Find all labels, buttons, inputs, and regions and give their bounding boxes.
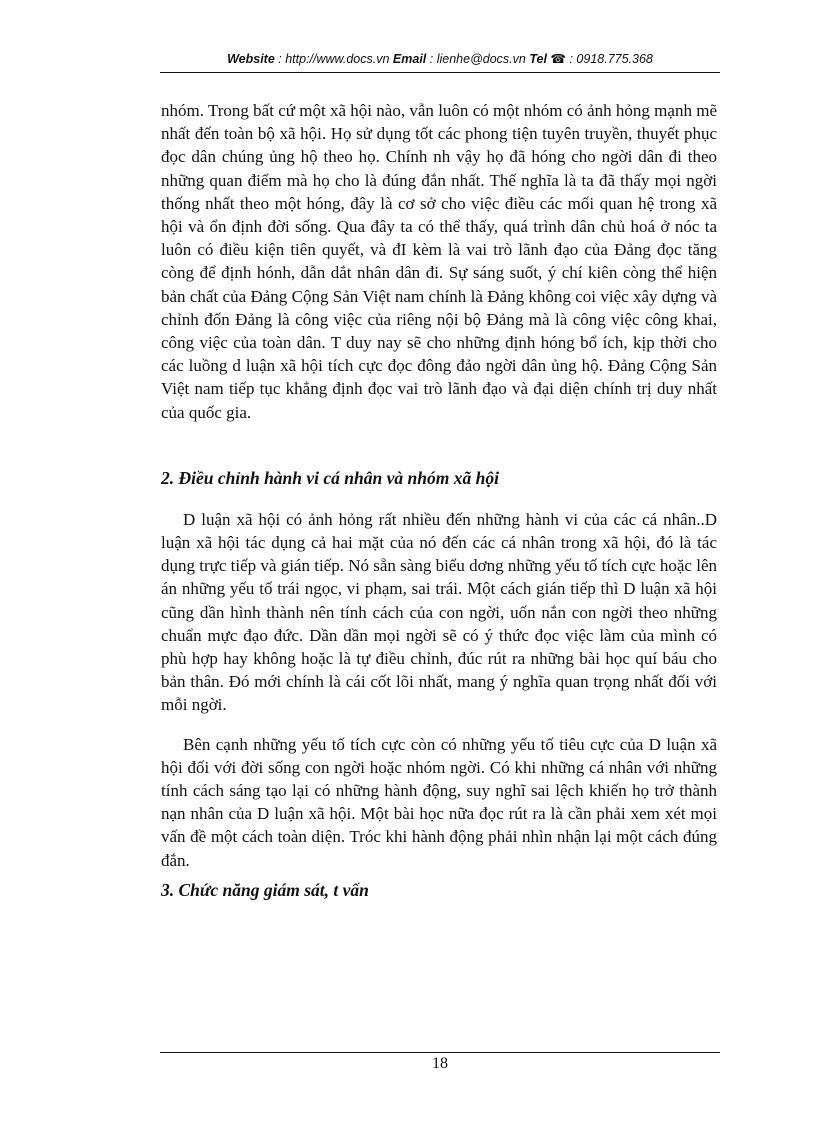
paragraph-intro: nhóm. Trong bất cứ một xã hội nào, vẫn luôn có một nhóm có ảnh hỏng mạnh mẽ nhất đến toàn bộ xã hội. Họ sử dụng tốt các phong tiện tuyên truyền, thuyết phục đọc dân chúng ủng hộ theo họ. Chính nh vậy họ đã hóng cho ngời dân đi theo những quan điểm mà họ cho là đúng đắn nhất. Thế nghĩa là ta đã thấy mọi ngời thống nhất theo một hóng, đây là cơ sở cho việc điều các mối quan hệ trong xã hội và ổn định đời sống. Qua đây ta có thể thấy, quá trình dân chủ hoá ở nóc ta luôn có điều kiện tiên quyết, và đI kèm là vai trò lãnh đạo của Đảng đọc tăng còng để định hónh, dẫn dắt nhân dân đi. Sự sáng suốt, ý chí kiên còng thể hiện bản chất của Đảng Cộng Sản Việt nam chính là Đảng không coi việc xây dựng và chỉnh đốn Đảng là công việc của riêng nội bộ Đảng mà là công việc công khai, công việc của toàn dân. T duy nay sẽ cho những định hóng bổ ích, kịp thời cho các luồng d luận xã hội tích cực đọc đông đảo ngời dân ủng hộ. Đảng Cộng Sản Việt nam tiếp tục khẳng định đọc vai trò lãnh đạo và đại diện chính trị duy nhất của quốc gia. [161,101,717,422]
page-number: 18 [432,1055,448,1072]
section-heading-2: 2. Điều chỉnh hành vi cá nhân và nhóm xã hội [161,467,499,488]
section-heading-3: 3. Chức năng giám sát, t vấn [161,879,369,900]
website-label: Website [227,52,275,66]
tel-separator: : [566,52,577,66]
email-separator: : [426,52,437,66]
website-url[interactable]: http://www.docs.vn [285,52,390,66]
email-label: Email [392,52,427,66]
paragraph-negative: Bên cạnh những yếu tố tích cực còn có những yếu tố tiêu cực của D luận xã hội đối với đời sống con ngời hoặc nhóm ngời. Có khi những cá nhân với những tính cách sáng tạo lại có những hành động, suy nghĩ sai lệch khiến họ trở thành nạn nhân của D luận xã hội. Một bài học nữa đọc rút ra là cần phải xem xét mọi vấn đề một cách toàn diện. Tróc khi hành động phải nhìn nhận lại một cách đúng đắn. [161,734,717,870]
website-separator: : [274,52,286,66]
tel-number: 0918.775.368 [576,52,653,66]
telephone-icon: ☎ [550,52,566,66]
tel-label: Tel [529,52,547,66]
paragraph-behaviour: D luận xã hội có ảnh hỏng rất nhiều đến những hành vi của các cá nhân..D luận xã hội tác dụng cả hai mặt của nó đến các cá nhân trong xã hội, đó là tác dụng trực tiếp và gián tiếp. Nó sẵn sàng biểu dơng những yếu tố tích cực hoặc lên án những yếu tố trái ngọc, vi phạm, sai trái. Một cách gián tiếp thì D luận xã hội cũng dần hình thành nên tính cách của con ngời, uốn nắn con ngời theo những chuẩn mực đạo đức. Dần dần mọi ngời sẽ có ý thức đọc việc làm của mình có phù hợp hay không hoặc là tự điều chỉnh, đúc rút ra những bài học quí báu cho bản thân. Đó mới chính là cái cốt lõi nhất, mang ý nghĩa quan trọng nhất đối với mỗi ngời. [161,509,717,715]
footer-divider [160,1052,720,1053]
header-divider [160,72,720,73]
spacer [161,490,717,508]
spacer [161,424,717,466]
page-header [160,50,720,72]
email-address[interactable]: lienhe@docs.vn [436,52,526,66]
document-body [161,99,717,902]
spacer [161,717,717,733]
